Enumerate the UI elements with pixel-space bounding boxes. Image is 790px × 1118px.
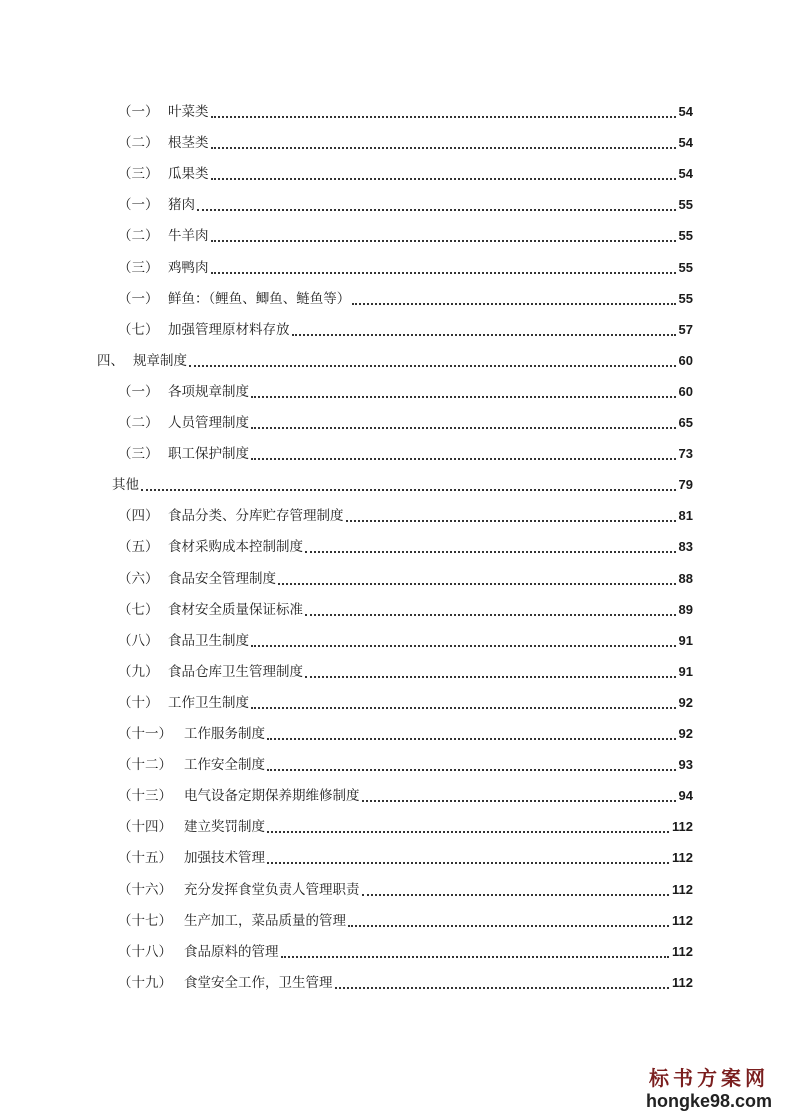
toc-entry-page: 54 (678, 135, 693, 151)
toc-entry-page: 55 (678, 228, 693, 244)
toc-entry-number: （十九） (118, 974, 172, 991)
toc-entry-title: 食材采购成本控制制度 (168, 539, 303, 556)
toc-entry-title: 工作服务制度 (184, 726, 265, 742)
toc-entry-page: 54 (678, 104, 693, 119)
toc-entry-page: 55 (678, 197, 693, 213)
toc-entry-number: （七） (118, 601, 159, 618)
toc-entry[interactable] (118, 816, 693, 838)
toc-entry-title: 食品卫生制度 (168, 632, 249, 649)
toc-dot-leader (211, 272, 676, 274)
toc-entry-number: （十四） (118, 819, 172, 836)
toc-dot-leader (141, 489, 676, 491)
toc-dot-leader (189, 365, 676, 367)
toc-entry[interactable] (118, 785, 693, 807)
toc-entry-page: 57 (678, 321, 693, 337)
toc-entry-number: （二） (118, 415, 159, 431)
toc-entry-number: （十二） (118, 757, 172, 774)
toc-entry-title: 职工保护制度 (168, 446, 249, 463)
toc-entry[interactable] (118, 630, 693, 652)
toc-dot-leader (267, 831, 669, 833)
toc-entry-page: 55 (678, 259, 693, 275)
toc-entry[interactable] (118, 225, 693, 247)
toc-dot-leader (362, 894, 670, 896)
toc-entry-number: （四） (118, 508, 159, 525)
toc-entry[interactable] (118, 941, 693, 963)
toc-entry-number: （六） (118, 570, 159, 587)
toc-dot-leader (267, 862, 669, 864)
toc-entry-title: 人员管理制度 (168, 415, 249, 431)
toc-entry[interactable] (118, 381, 693, 403)
toc-entry[interactable] (118, 599, 693, 621)
toc-entry-number: （三） (118, 259, 159, 276)
toc-entry-page: 65 (678, 415, 693, 430)
toc-dot-leader (251, 427, 676, 429)
toc-entry[interactable] (118, 194, 693, 216)
toc-entry[interactable] (118, 661, 693, 683)
toc-dot-leader (292, 334, 676, 336)
toc-dot-leader (278, 583, 676, 585)
toc-entry[interactable] (118, 163, 693, 185)
toc-entry-page: 112 (672, 974, 693, 990)
toc-dot-leader (251, 707, 676, 709)
toc-entry[interactable] (118, 692, 693, 714)
toc-entry-number: （一） (118, 197, 159, 214)
toc-entry-page: 112 (672, 819, 693, 835)
toc-entry-number: （十） (118, 694, 159, 711)
toc-entry[interactable] (118, 754, 693, 776)
toc-entry-page: 73 (678, 446, 693, 462)
toc-entry-title: 加强技术管理 (184, 850, 265, 867)
toc-entry-page: 89 (678, 601, 693, 617)
toc-entry-number: （十七） (118, 912, 172, 929)
toc-entry[interactable] (97, 350, 693, 372)
toc-entry-title: 加强管理原材料存放 (168, 321, 290, 338)
watermark (634, 1066, 784, 1112)
toc-entry-page: 112 (672, 912, 693, 928)
toc-entry-page: 60 (678, 383, 693, 399)
toc-dot-leader (305, 614, 676, 616)
toc-entry[interactable] (118, 847, 693, 869)
toc-entry-title: 食堂安全工作，卫生管理 (184, 974, 333, 991)
toc-entry[interactable] (118, 288, 693, 310)
toc-dot-leader (211, 240, 676, 242)
toc-dot-leader (348, 925, 669, 927)
toc-entry-title: 规章制度 (133, 352, 187, 369)
toc-entry-page: 112 (672, 943, 693, 959)
toc-entry[interactable] (118, 101, 693, 123)
toc-entry-number: （一） (118, 383, 159, 400)
toc-entry-title: 叶菜类 (168, 104, 209, 120)
toc-entry-title: 工作卫生制度 (168, 694, 249, 711)
toc-entry-number: （一） (118, 104, 159, 120)
toc-entry[interactable] (118, 412, 693, 434)
toc-entry-title: 各项规章制度 (168, 383, 249, 400)
toc-entry[interactable] (118, 910, 693, 932)
toc-entry-page: 83 (678, 539, 693, 555)
toc-entry-number: （一） (118, 290, 159, 307)
toc-entry[interactable] (118, 132, 693, 154)
toc-entry-number: （八） (118, 632, 159, 649)
toc-entry-title: 食品原料的管理 (184, 943, 279, 960)
toc-entry[interactable] (118, 536, 693, 558)
toc-entry-title: 猪肉 (168, 197, 195, 214)
toc-entry[interactable] (118, 972, 693, 994)
toc-entry-page: 54 (678, 166, 693, 182)
toc-entry-page: 60 (678, 352, 693, 368)
toc-entry-page: 92 (678, 726, 693, 741)
toc-entry-number: （三） (118, 166, 159, 183)
toc-entry-page: 88 (678, 570, 693, 586)
toc-entry-title: 电气设备定期保养期维修制度 (184, 788, 360, 805)
toc-entry[interactable] (118, 443, 693, 465)
toc-entry-number: （五） (118, 539, 159, 556)
toc-entry-number: （十一） (118, 726, 172, 742)
toc-dot-leader (211, 147, 676, 149)
toc-entry-page: 112 (672, 850, 693, 866)
toc-entry-title: 牛羊肉 (168, 228, 209, 245)
toc-entry-number: （二） (118, 135, 159, 152)
toc-entry-page: 92 (678, 694, 693, 710)
toc-entry-number: （七） (118, 321, 159, 338)
toc-dot-leader (335, 987, 670, 989)
toc-entry-title: 生产加工，菜品质量的管理 (184, 912, 346, 929)
toc-dot-leader (251, 396, 676, 398)
toc-entry[interactable] (118, 879, 693, 901)
toc-entry-number: （十六） (118, 881, 172, 898)
toc-entry[interactable] (118, 319, 693, 341)
toc-entry-page: 81 (678, 508, 693, 524)
toc-entry[interactable] (112, 474, 693, 496)
toc-entry-page: 91 (678, 663, 693, 679)
toc-entry-title: 根茎类 (168, 135, 209, 152)
toc-entry-title: 食品安全管理制度 (168, 570, 276, 587)
toc-entry-title: 其他 (112, 477, 139, 494)
toc-dot-leader (267, 769, 676, 771)
toc-entry-number: （十五） (118, 850, 172, 867)
toc-entry[interactable] (118, 505, 693, 527)
watermark-url: hongke98.com (645, 1091, 773, 1111)
toc-entry-page: 79 (678, 477, 693, 493)
toc-entry-number: （三） (118, 446, 159, 463)
toc-entry-title: 食材安全质量保证标准 (168, 601, 303, 618)
toc-dot-leader (197, 209, 676, 211)
toc-entry[interactable] (118, 257, 693, 279)
toc-dot-leader (305, 551, 676, 553)
toc-dot-leader (267, 738, 676, 740)
toc-entry-title: 建立奖罚制度 (184, 819, 265, 836)
toc-entry-page: 91 (678, 632, 693, 648)
toc-entry-title: 充分发挥食堂负责人管理职责 (184, 881, 360, 898)
toc-entry-title: 食品仓库卫生管理制度 (168, 663, 303, 680)
toc-entry-number: （十三） (118, 788, 172, 805)
toc-entry-page: 112 (672, 881, 693, 897)
toc-dot-leader (362, 800, 676, 802)
toc-dot-leader (251, 645, 676, 647)
toc-entry[interactable] (118, 568, 693, 590)
toc-entry-title: 鲜鱼：（鲤鱼、鲫鱼、鲢鱼等） (168, 290, 351, 307)
toc-dot-leader (281, 956, 670, 958)
toc-dot-leader (211, 116, 676, 118)
toc-entry-number: （十八） (118, 943, 172, 960)
toc-dot-leader (251, 458, 676, 460)
toc-entry-number: （九） (118, 663, 159, 680)
toc-entry-title: 工作安全制度 (184, 757, 265, 774)
toc-entry-title: 鸡鸭肉 (168, 259, 209, 276)
toc-entry-number: 四、 (97, 352, 124, 369)
toc-entry-page: 55 (678, 290, 693, 306)
toc-entry-page: 93 (678, 757, 693, 773)
toc-entry-title: 瓜果类 (168, 166, 209, 183)
toc-dot-leader (211, 178, 676, 180)
watermark-title: 标书方案网 (649, 1066, 769, 1090)
toc-entry-title: 食品分类、分库贮存管理制度 (168, 508, 344, 525)
toc-dot-leader (305, 676, 676, 678)
toc-entry[interactable] (118, 723, 693, 745)
toc-dot-leader (346, 520, 676, 522)
toc-dot-leader (352, 303, 675, 305)
toc-entry-number: （二） (118, 228, 159, 245)
toc-entry-page: 94 (678, 788, 693, 804)
